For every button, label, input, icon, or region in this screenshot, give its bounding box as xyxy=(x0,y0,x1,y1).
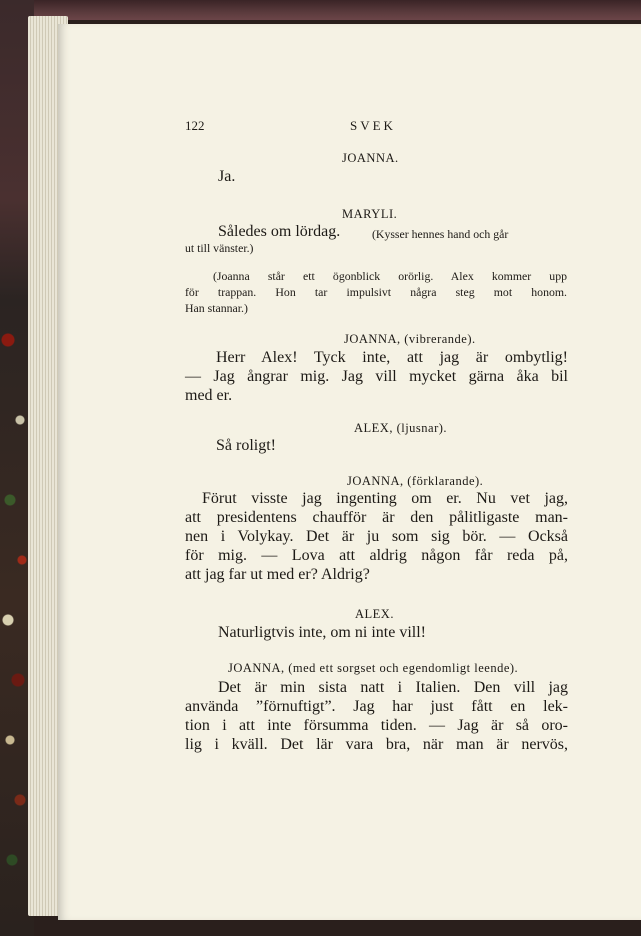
speaker-cue: JOANNA, (med ett sorgset och egendomligt leende). xyxy=(228,661,519,675)
speaker-cue: ALEX. xyxy=(355,607,394,621)
stage-direction: för trappan. Hon tar impulsivt några steg mot honom. xyxy=(185,285,567,299)
page-number: 122 xyxy=(185,118,205,133)
stage-direction: (Joanna står ett ögonblick orörlig. Alex kommer upp xyxy=(213,269,567,283)
book-page xyxy=(58,24,641,920)
book-cover-top xyxy=(0,0,641,20)
speaker-cue: ALEX, (ljusnar). xyxy=(354,421,448,435)
dialogue-line: Således om lördag. xyxy=(218,223,341,240)
dialogue-line: för mig. — Lova att aldrig någon får reda på, xyxy=(185,547,568,564)
dialogue-line: — Jag ångrar mig. Jag vill mycket gärna åka bil xyxy=(185,368,568,385)
dialogue-line: Ja. xyxy=(218,168,236,185)
dialogue-line: med er. xyxy=(185,387,233,404)
speaker-cue: MARYLI. xyxy=(342,207,398,221)
stage-direction: Han stannar.) xyxy=(185,301,248,315)
dialogue-line: nen i Volykay. Det är ju som sig bör. — Också xyxy=(185,528,568,545)
dialogue-line: att presidentens chaufför är den pålitligaste man- xyxy=(185,509,568,526)
running-head: SVEK xyxy=(350,118,396,133)
dialogue-line: lig i kväll. Det lär vara bra, när man är nervös, xyxy=(185,736,568,753)
dialogue-line: tion i att inte försumma tiden. — Jag är så oro- xyxy=(185,717,568,734)
stage-direction: (Kysser hennes hand och går xyxy=(372,227,509,241)
dialogue-line: Naturligtvis inte, om ni inte vill! xyxy=(218,624,426,641)
speaker-cue: JOANNA, (vibrerande). xyxy=(344,332,476,346)
dialogue-line: Herr Alex! Tyck inte, att jag är ombytlig! xyxy=(216,349,568,366)
speaker-cue: JOANNA, (förklarande). xyxy=(347,474,484,488)
dialogue-line: Det är min sista natt i Italien. Den vill jag xyxy=(218,679,568,696)
speaker-cue: JOANNA. xyxy=(342,151,399,165)
stage-direction: ut till vänster.) xyxy=(185,241,254,255)
dialogue-line: Så roligt! xyxy=(216,437,276,454)
dialogue-line: Förut visste jag ingenting om er. Nu vet jag, xyxy=(202,490,568,507)
dialogue-line: att jag far ut med er? Aldrig? xyxy=(185,566,370,583)
dialogue-line: använda ”förnuftigt”. Jag har just fått en lek- xyxy=(185,698,568,715)
